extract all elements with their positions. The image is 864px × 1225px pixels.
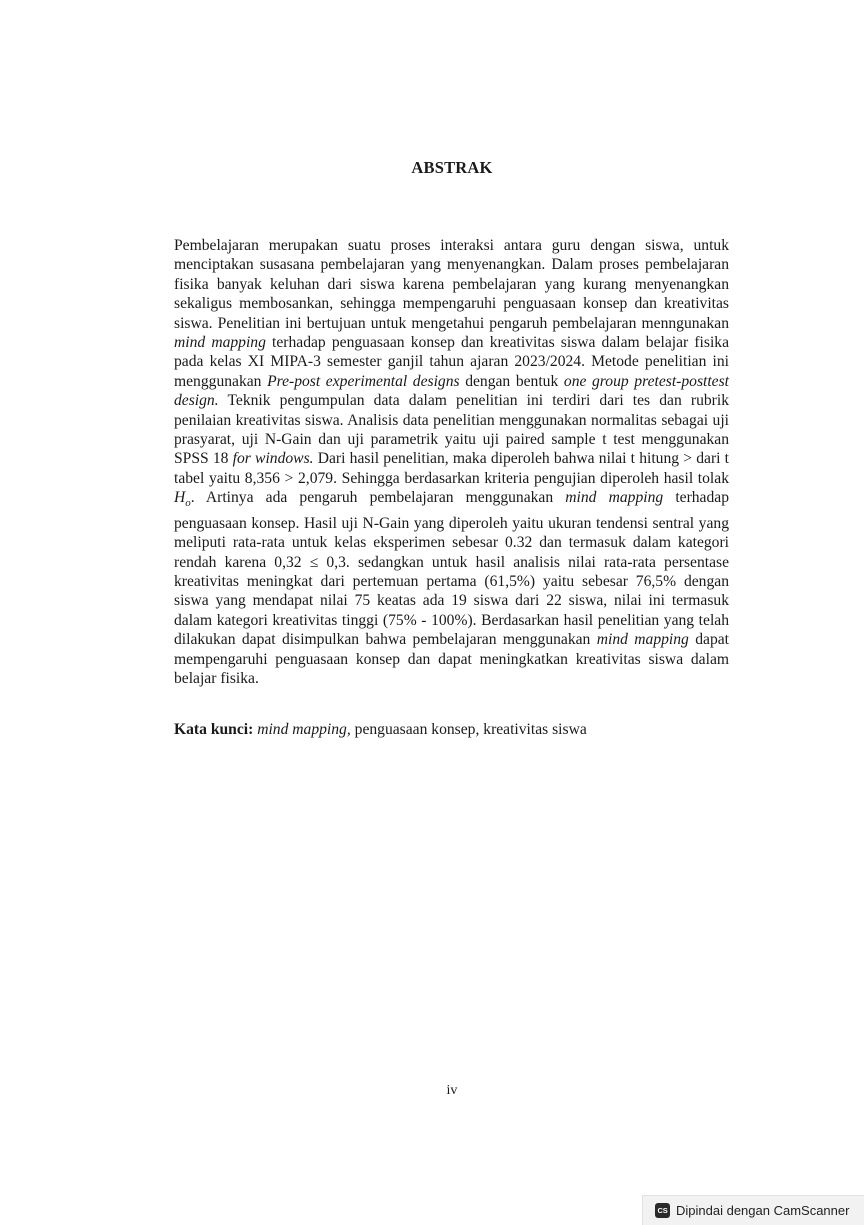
camscanner-badge (642, 1195, 864, 1225)
abstract-italic-term: mind mapping (596, 631, 689, 649)
abstract-body (174, 236, 729, 688)
abstract-text-segment: . Artinya ada pengaruh pembelajaran menggunakan (190, 489, 566, 507)
camscanner-text: Dipindai dengan CamScanner (676, 1203, 850, 1218)
page-title: ABSTRAK (411, 158, 493, 177)
abstract-text-segment: terhadap penguasaan konsep. Hasil uji N-Gain yang diperoleh yaitu ukuran tendensi sentral yang meliputi rata-rata untuk kelas eksperimen sebesar 0.32 dan termasuk dalam kategori rendah karena 0,32 ≤ 0,3. sedangkan untuk hasil analisis nilai rata-rata persentase kreativitas meningkat dari pertemuan pertama (61,5%) yaitu sebesar 76,5% dengan siswa yang mendapat nilai 75 keatas ada 19 siswa dari 22 siswa, nilai ini termasuk dalam kategori kreativitas tinggi (75% - 100%). Berdasarkan hasil penelitian yang telah dilakukan dapat disimpulkan bahwa pembelajaran menggunakan (174, 489, 729, 649)
abstract-text-segment: Teknik pengumpulan data dalam penelitian ini terdiri dari tes dan rubrik penilaian kreativitas siswa. Analisis data penelitian menggunakan normalitas sebagai uji prasyarat, uji N-Gain dan uji parametrik yaitu uji paired sample t test menggunakan SPSS 18 (174, 392, 729, 468)
keywords-italic-term: mind mapping, (257, 721, 351, 738)
abstract-italic-term: H (174, 489, 186, 507)
abstract-text-segment: terhadap penguasaan konsep dan kreativitas siswa dalam belajar fisika pada kelas XI MIPA-3 semester ganjil tahun ajaran 2023/2024. Metode penelitian ini menggunakan (174, 334, 729, 390)
abstract-text-segment: Pembelajaran merupakan suatu proses interaksi antara guru dengan siswa, untuk menciptakan susasana pembelajaran yang menyenangkan. Dalam proses pembelajaran fisika banyak keluhan dari siswa karena pembelajaran yang kurang menyenangkan sekaligus membosankan, sehingga mempengaruhi penguasaan konsep dan kreativitas siswa. Penelitian ini bertujuan untuk mengetahui pengaruh pembelajaran menngunakan (174, 237, 729, 332)
abstract-subscript: o (185, 497, 191, 510)
abstract-italic-term: for windows. (232, 450, 314, 468)
keywords-label: Kata kunci: (174, 721, 254, 738)
camscanner-logo-icon: CS (655, 1203, 670, 1218)
abstract-italic-term: mind mapping (565, 489, 664, 507)
keywords-rest: penguasaan konsep, kreativitas siswa (354, 721, 587, 738)
abstract-text-segment: dengan bentuk (459, 372, 564, 390)
page-number: iv (446, 1083, 458, 1098)
abstract-italic-term: one group pretest-posttest design. (174, 372, 729, 410)
keywords-line (174, 720, 734, 740)
abstract-italic-term: mind mapping (174, 334, 266, 352)
abstract-paragraph (174, 236, 729, 688)
abstract-italic-term: Pre-post experimental designs (267, 372, 460, 390)
abstract-text-segment: dapat mempengaruhi penguasaan konsep dan dapat meningkatkan kreativitas siswa dalam belajar fisika. (174, 631, 729, 688)
abstract-text-segment: Dari hasil penelitian, maka diperoleh bahwa nilai t hitung > dari t tabel yaitu 8,356 > 2,079. Sehingga berdasarkan kriteria pengujian diperoleh hasil tolak (174, 450, 729, 487)
